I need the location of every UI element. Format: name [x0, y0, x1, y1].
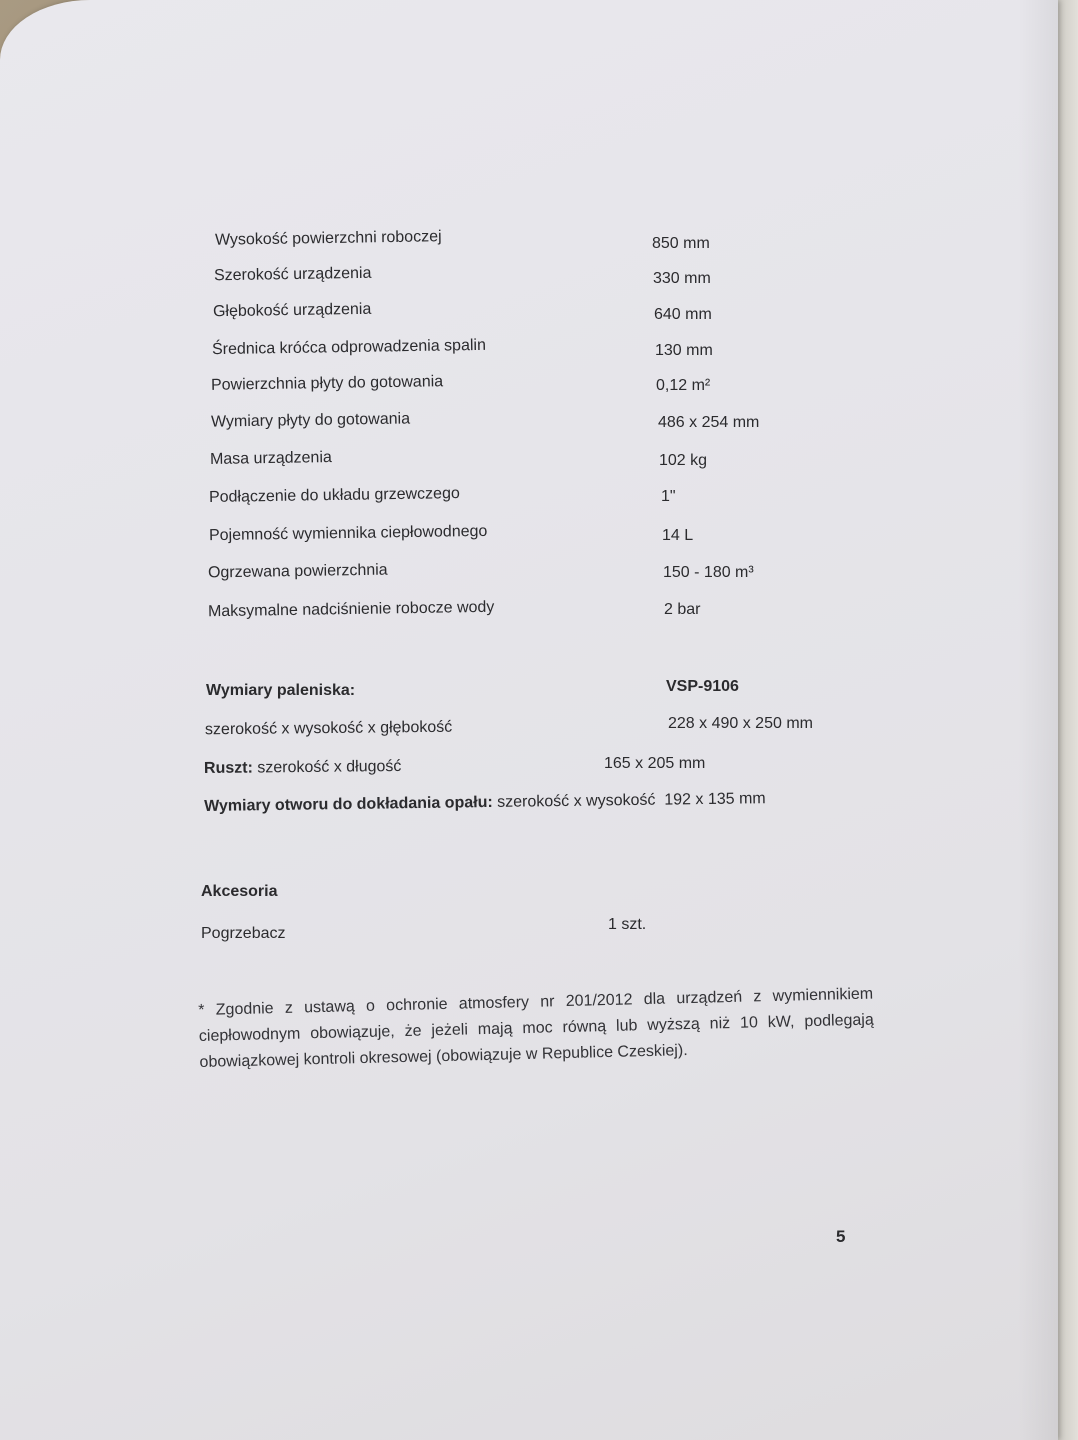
spec-label: Pojemność wymiennika ciepłowodnego [208, 522, 488, 545]
accessory-value: 1 szt. [608, 916, 647, 933]
grate-value: 165 x 205 mm [604, 755, 706, 772]
spec-label: Ogrzewana powierzchnia [207, 561, 388, 582]
opening-value: 192 x 135 mm [664, 790, 766, 809]
furnace-dims-value: 228 x 490 x 250 mm [668, 715, 813, 732]
accessories-heading: Akcesoria [201, 883, 278, 900]
spec-label: Powierzchnia płyty do gotowania [210, 373, 444, 394]
spec-label: Szerokość urządzenia [213, 264, 372, 285]
opening-label-bold: Wymiary otworu do dokładania opału: [204, 793, 493, 815]
opening-label-rest: szerokość x wysokość [492, 791, 656, 811]
page-number: 5 [836, 1227, 846, 1246]
spec-label: Głębokość urządzenia [212, 300, 372, 321]
furnace-model: VSP-9106 [666, 678, 739, 695]
grate-label-bold: Ruszt: [203, 759, 253, 778]
spec-value: 2 bar [664, 601, 701, 618]
spec-value: 640 mm [654, 306, 712, 323]
spec-value: 1" [661, 488, 676, 505]
furnace-dims-label: szerokość x wysokość x głębokość [204, 718, 453, 739]
spec-value: 150 - 180 m³ [663, 564, 754, 581]
spec-label: Wysokość powierzchni roboczej [214, 228, 442, 249]
spec-value: 102 kg [659, 452, 708, 469]
spec-value: 14 L [662, 527, 694, 544]
footnote: * Zgodnie z ustawą o ochronie atmosfery nr 201/2012 dla urządzeń z wymiennikiem ciepłowodnym obowiązuje, że jeżeli mają moc równą lub wyższą niż 10 kW, podlegają obowiązkowej kontroli okresowej (obowiązuje w Republice Czeskiej). [198, 985, 874, 1071]
spec-value: 130 mm [655, 342, 713, 359]
spec-label: Wymiary płyty do gotowania [210, 410, 411, 431]
spec-value: 850 mm [652, 235, 710, 252]
grate-label-rest: szerokość x długość [252, 757, 402, 777]
furnace-heading: Wymiary paleniska: [206, 682, 356, 699]
spec-value: 486 x 254 mm [658, 414, 760, 431]
spec-label: Masa urządzenia [209, 449, 332, 468]
accessory-label: Pogrzebacz [201, 925, 286, 942]
spec-label: Średnica króćca odprowadzenia spalin [211, 336, 487, 359]
spec-value: 0,12 m² [656, 377, 711, 394]
spec-label: Maksymalne nadciśnienie robocze wody [207, 598, 495, 621]
spec-label: Podłączenie do układu grzewczego [208, 485, 460, 506]
opening-row [204, 789, 766, 817]
grate-label [204, 757, 402, 779]
spec-value: 330 mm [653, 270, 711, 287]
